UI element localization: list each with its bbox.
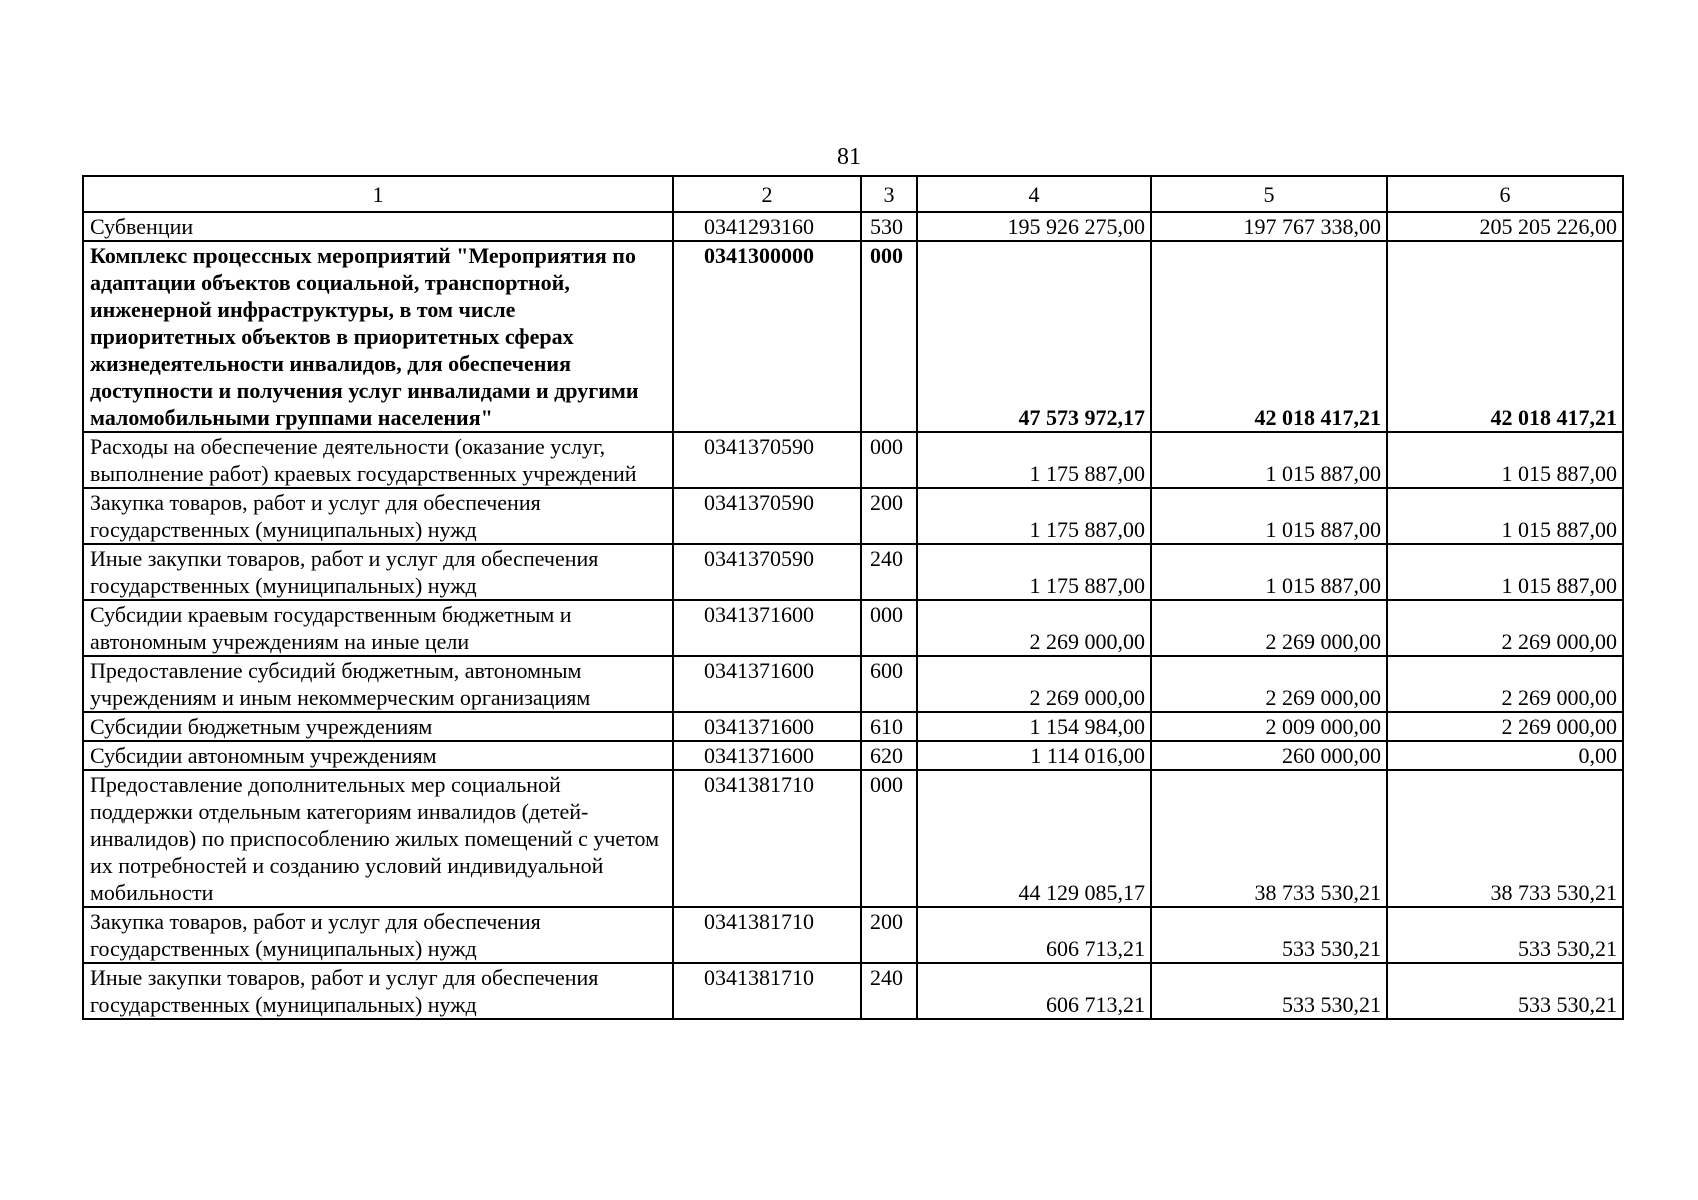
row-amount-col5-cell: 533 530,21 <box>1151 907 1387 963</box>
row-expense-type-cell: 530 <box>861 212 917 241</box>
row-name-cell: Комплекс процессных мероприятий "Мероприятия по адаптации объектов социальной, транспортной, инженерной инфраструктуры, в том числе приоритетных объектов в приоритетных сферах жизнедеятельности инвалидов, для обеспечения доступности и получения услуг инвалидами и другими маломобильными группами населения" <box>83 241 673 432</box>
row-expense-type-cell: 610 <box>861 712 917 741</box>
row-code-cell: 0341381710 <box>673 907 861 963</box>
table-row <box>83 241 1623 432</box>
row-code-cell: 0341370590 <box>673 488 861 544</box>
row-amount-col5-cell: 1 015 887,00 <box>1151 544 1387 600</box>
row-code-cell: 0341370590 <box>673 544 861 600</box>
row-name-cell: Субвенции <box>83 212 673 241</box>
row-expense-type-cell: 200 <box>861 907 917 963</box>
row-amount-col4-cell: 47 573 972,17 <box>917 241 1151 432</box>
table-header-row <box>83 176 1623 212</box>
row-amount-col4-cell: 2 269 000,00 <box>917 600 1151 656</box>
row-name-cell: Субсидии бюджетным учреждениям <box>83 712 673 741</box>
row-expense-type-cell: 240 <box>861 963 917 1019</box>
row-amount-col6-cell: 533 530,21 <box>1387 963 1623 1019</box>
row-amount-col5-cell: 533 530,21 <box>1151 963 1387 1019</box>
table-row <box>83 770 1623 907</box>
budget-table <box>82 175 1624 1020</box>
row-amount-col4-cell: 1 114 016,00 <box>917 741 1151 770</box>
row-amount-col6-cell: 38 733 530,21 <box>1387 770 1623 907</box>
row-amount-col5-cell: 38 733 530,21 <box>1151 770 1387 907</box>
header-cell-1: 1 <box>83 176 673 212</box>
header-cell-5: 5 <box>1151 176 1387 212</box>
row-amount-col6-cell: 533 530,21 <box>1387 907 1623 963</box>
row-name-cell: Субсидии краевым государственным бюджетным и автономным учреждениям на иные цели <box>83 600 673 656</box>
row-code-cell: 0341371600 <box>673 600 861 656</box>
row-code-cell: 0341381710 <box>673 770 861 907</box>
table-row <box>83 963 1623 1019</box>
table-row <box>83 712 1623 741</box>
row-name-cell: Закупка товаров, работ и услуг для обеспечения государственных (муниципальных) нужд <box>83 488 673 544</box>
header-cell-4: 4 <box>917 176 1151 212</box>
row-expense-type-cell: 000 <box>861 770 917 907</box>
row-amount-col6-cell: 1 015 887,00 <box>1387 432 1623 488</box>
page-number: 81 <box>837 144 861 170</box>
row-amount-col6-cell: 2 269 000,00 <box>1387 600 1623 656</box>
row-amount-col5-cell: 197 767 338,00 <box>1151 212 1387 241</box>
row-name-cell: Предоставление субсидий бюджетным, автономным учреждениям и иным некоммерческим организациям <box>83 656 673 712</box>
row-code-cell: 0341381710 <box>673 963 861 1019</box>
table-row <box>83 741 1623 770</box>
header-cell-2: 2 <box>673 176 861 212</box>
row-amount-col4-cell: 606 713,21 <box>917 963 1151 1019</box>
row-name-cell: Предоставление дополнительных мер социальной поддержки отдельным категориям инвалидов (детей-инвалидов) по приспособлению жилых помещений с учетом их потребностей и созданию условий индивидуальной мобильности <box>83 770 673 907</box>
row-amount-col5-cell: 1 015 887,00 <box>1151 432 1387 488</box>
row-name-cell: Иные закупки товаров, работ и услуг для обеспечения государственных (муниципальных) нужд <box>83 963 673 1019</box>
row-amount-col4-cell: 195 926 275,00 <box>917 212 1151 241</box>
row-amount-col4-cell: 1 154 984,00 <box>917 712 1151 741</box>
row-name-cell: Субсидии автономным учреждениям <box>83 741 673 770</box>
row-amount-col4-cell: 44 129 085,17 <box>917 770 1151 907</box>
row-amount-col5-cell: 260 000,00 <box>1151 741 1387 770</box>
row-amount-col6-cell: 1 015 887,00 <box>1387 488 1623 544</box>
row-amount-col4-cell: 2 269 000,00 <box>917 656 1151 712</box>
row-code-cell: 0341371600 <box>673 712 861 741</box>
row-code-cell: 0341371600 <box>673 741 861 770</box>
row-name-cell: Расходы на обеспечение деятельности (оказание услуг, выполнение работ) краевых государственных учреждений <box>83 432 673 488</box>
row-expense-type-cell: 600 <box>861 656 917 712</box>
table-row <box>83 432 1623 488</box>
table-body <box>83 176 1623 1019</box>
table-row <box>83 907 1623 963</box>
row-amount-col6-cell: 42 018 417,21 <box>1387 241 1623 432</box>
row-expense-type-cell: 620 <box>861 741 917 770</box>
row-amount-col6-cell: 2 269 000,00 <box>1387 712 1623 741</box>
row-expense-type-cell: 240 <box>861 544 917 600</box>
header-cell-6: 6 <box>1387 176 1623 212</box>
table-row <box>83 600 1623 656</box>
row-expense-type-cell: 000 <box>861 241 917 432</box>
row-amount-col5-cell: 2 009 000,00 <box>1151 712 1387 741</box>
row-amount-col6-cell: 2 269 000,00 <box>1387 656 1623 712</box>
row-amount-col6-cell: 1 015 887,00 <box>1387 544 1623 600</box>
table-row <box>83 544 1623 600</box>
header-cell-3: 3 <box>861 176 917 212</box>
row-amount-col4-cell: 1 175 887,00 <box>917 544 1151 600</box>
row-amount-col5-cell: 42 018 417,21 <box>1151 241 1387 432</box>
row-name-cell: Закупка товаров, работ и услуг для обеспечения государственных (муниципальных) нужд <box>83 907 673 963</box>
row-name-cell: Иные закупки товаров, работ и услуг для обеспечения государственных (муниципальных) нужд <box>83 544 673 600</box>
row-amount-col4-cell: 606 713,21 <box>917 907 1151 963</box>
row-amount-col5-cell: 1 015 887,00 <box>1151 488 1387 544</box>
row-expense-type-cell: 200 <box>861 488 917 544</box>
row-code-cell: 0341371600 <box>673 656 861 712</box>
table-row <box>83 212 1623 241</box>
row-code-cell: 0341293160 <box>673 212 861 241</box>
row-amount-col4-cell: 1 175 887,00 <box>917 432 1151 488</box>
table-row <box>83 488 1623 544</box>
row-code-cell: 0341370590 <box>673 432 861 488</box>
row-code-cell: 0341300000 <box>673 241 861 432</box>
row-amount-col6-cell: 205 205 226,00 <box>1387 212 1623 241</box>
row-expense-type-cell: 000 <box>861 432 917 488</box>
row-amount-col5-cell: 2 269 000,00 <box>1151 656 1387 712</box>
row-expense-type-cell: 000 <box>861 600 917 656</box>
row-amount-col4-cell: 1 175 887,00 <box>917 488 1151 544</box>
row-amount-col5-cell: 2 269 000,00 <box>1151 600 1387 656</box>
row-amount-col6-cell: 0,00 <box>1387 741 1623 770</box>
table-row <box>83 656 1623 712</box>
